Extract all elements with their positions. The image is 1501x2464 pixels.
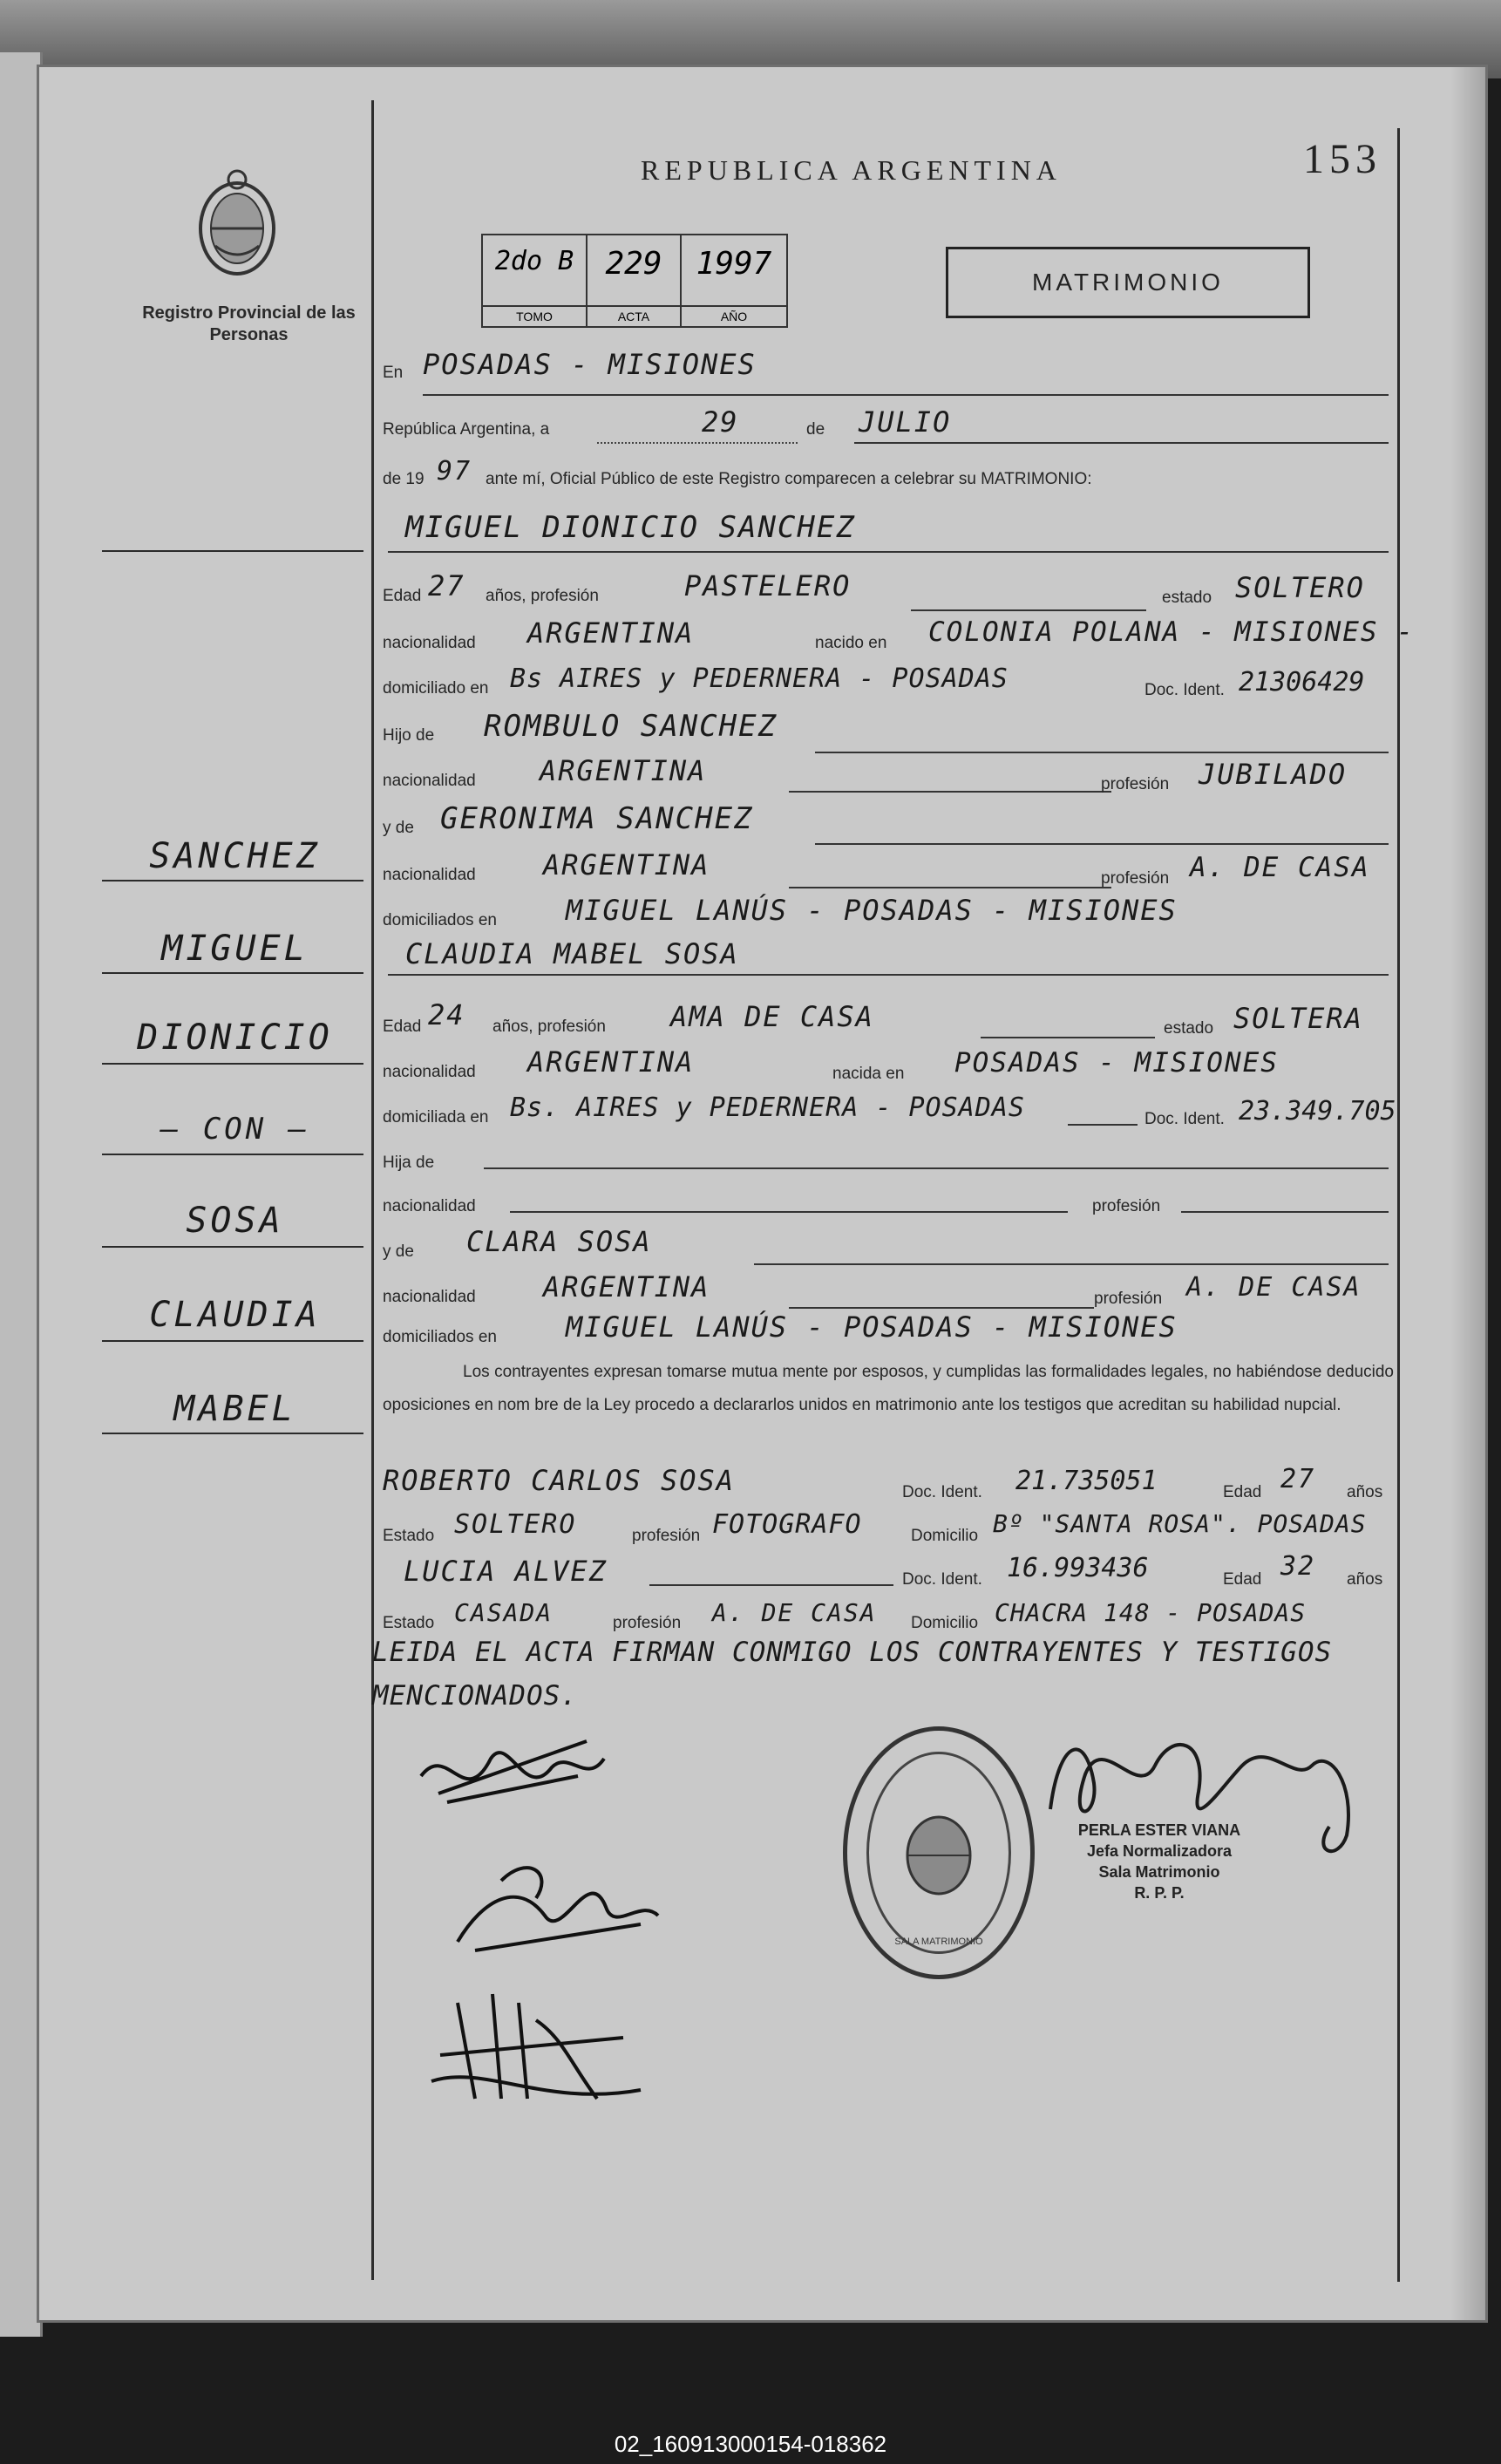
- tomo-cell: [483, 235, 587, 326]
- bride-domicilio: Bs. AIRES y PEDERNERA - POSADAS: [510, 1092, 1025, 1123]
- bride-father-nac-label: nacionalidad: [383, 1197, 476, 1215]
- witness1-name: ROBERTO CARLOS SOSA: [383, 1464, 736, 1497]
- seal-text: SALA MATRIMONIO: [894, 1936, 983, 1947]
- bride-mother-prof: A. DE CASA: [1186, 1272, 1362, 1303]
- witness1-dom-label: Domicilio: [911, 1527, 979, 1545]
- document-type: MATRIMONIO: [946, 247, 1310, 318]
- margin-name-1: SANCHEZ: [149, 836, 321, 876]
- year-prefix: de 19: [383, 470, 424, 488]
- official-block: [1068, 1820, 1251, 1903]
- witness2-name: LUCIA ALVEZ: [404, 1555, 608, 1588]
- groom-estado-label: estado: [1162, 589, 1212, 607]
- margin-name-5: SOSA: [186, 1201, 284, 1241]
- groom-dom-label: domiciliado en: [383, 679, 489, 698]
- ano-label: AÑO: [682, 305, 786, 326]
- official-name: PERLA ESTER VIANA: [1077, 1821, 1241, 1839]
- witness1-profesion: FOTOGRAFO: [712, 1509, 862, 1540]
- groom-mother: GERONIMA SANCHEZ: [440, 801, 754, 836]
- bride-edad: 24: [428, 998, 465, 1031]
- official-office: Sala Matrimonio: [1098, 1863, 1220, 1881]
- witness1-edad: 27: [1280, 1464, 1316, 1494]
- day-value: 29: [702, 405, 739, 439]
- groom-yde-label: y de: [383, 819, 414, 837]
- margin-name-7: MABEL: [173, 1389, 296, 1429]
- bride-mother: CLARA SOSA: [466, 1225, 652, 1258]
- bride-nacionalidad: ARGENTINA: [527, 1045, 695, 1079]
- witness1-edad-label: Edad: [1223, 1483, 1262, 1501]
- en-label: En: [383, 364, 404, 382]
- bride-parents-dom: MIGUEL LANÚS - POSADAS - MISIONES: [566, 1310, 1178, 1344]
- republica-label: República Argentina, a: [383, 420, 550, 439]
- signature-2: [449, 1846, 667, 1977]
- acta-cell: [587, 235, 682, 326]
- country-title: REPUBLICA ARGENTINA: [641, 154, 1062, 186]
- image-id-caption: 02_160913000154-018362: [614, 2431, 887, 2457]
- margin-name-3: DIONICIO: [137, 1018, 333, 1058]
- bride-father-prof-label: profesión: [1092, 1197, 1161, 1215]
- witness2-estado: CASADA: [454, 1598, 554, 1627]
- witness2-doc: 16.993436: [1007, 1553, 1149, 1583]
- witness1-estado-label: Estado: [383, 1527, 435, 1545]
- groom-father-nac: ARGENTINA: [540, 754, 707, 787]
- closing-line-2: MENCIONADOS.: [372, 1680, 578, 1712]
- margin-name-4: — CON —: [160, 1112, 310, 1147]
- signature-3: [423, 1985, 649, 2116]
- groom-doc: 21306429: [1239, 667, 1365, 698]
- groom-domicilio: Bs AIRES y PEDERNERA - POSADAS: [510, 664, 1009, 694]
- right-rule: [1397, 128, 1400, 2282]
- groom-nacionalidad: ARGENTINA: [527, 616, 695, 650]
- place-value: POSADAS - MISIONES: [423, 348, 757, 381]
- groom-profesion: PASTELERO: [684, 569, 852, 602]
- witness2-doc-label: Doc. Ident.: [902, 1570, 982, 1589]
- groom-nac-label: nacionalidad: [383, 634, 476, 652]
- bride-mother-nac: ARGENTINA: [543, 1270, 710, 1303]
- bride-doc: 23.349.705: [1239, 1096, 1396, 1126]
- groom-prof-label: años, profesión: [486, 587, 599, 605]
- witness2-anos-label: años: [1347, 1570, 1383, 1589]
- witness1-domicilio: Bº "SANTA ROSA". POSADAS: [993, 1509, 1367, 1538]
- de-label: de: [806, 420, 825, 439]
- groom-parents-dom-label: domiciliados en: [383, 911, 497, 929]
- registry-name: Registro Provincial de las Personas: [142, 303, 356, 344]
- bride-dom-label: domiciliada en: [383, 1108, 489, 1126]
- witness2-edad: 32: [1280, 1551, 1316, 1582]
- official-org: R. P. P.: [1134, 1884, 1185, 1902]
- witness2-estado-label: Estado: [383, 1614, 435, 1632]
- bride-prof-label: años, profesión: [492, 1018, 606, 1036]
- bride-edad-label: Edad: [383, 1018, 422, 1036]
- closing-line-1: LEIDA EL ACTA FIRMAN CONMIGO LOS CONTRAYENTES Y TESTIGOS: [372, 1637, 1333, 1668]
- record-box: [481, 234, 788, 328]
- groom-doc-label: Doc. Ident.: [1144, 681, 1225, 699]
- groom-nacido: COLONIA POLANA - MISIONES -: [928, 616, 1415, 648]
- margin-divider: [371, 100, 374, 2280]
- witness2-dom-label: Domicilio: [911, 1614, 979, 1632]
- groom-mother-nac: ARGENTINA: [543, 848, 710, 881]
- bride-hija-label: Hija de: [383, 1154, 435, 1172]
- acta-label: ACTA: [587, 305, 680, 326]
- bride-mother-nac-label: nacionalidad: [383, 1288, 476, 1306]
- bride-estado: SOLTERA: [1233, 1002, 1363, 1035]
- register-page: [37, 65, 1488, 2323]
- groom-hijo-label: Hijo de: [383, 726, 435, 745]
- groom-mother-prof: A. DE CASA: [1190, 852, 1370, 883]
- groom-mother-nac-label: nacionalidad: [383, 866, 476, 884]
- witness2-profesion: A. DE CASA: [712, 1598, 877, 1627]
- witness1-doc: 21.735051: [1015, 1466, 1158, 1496]
- witness2-prof-label: profesión: [613, 1614, 682, 1632]
- groom-nacido-label: nacido en: [815, 634, 887, 652]
- bride-mother-prof-label: profesión: [1094, 1290, 1163, 1308]
- witness1-anos-label: años: [1347, 1483, 1383, 1501]
- witness1-prof-label: profesión: [632, 1527, 701, 1545]
- bride-parents-dom-label: domiciliados en: [383, 1328, 497, 1346]
- groom-edad: 27: [428, 569, 465, 602]
- tomo-value: 2do B: [494, 246, 574, 276]
- seal-emblem-icon: [869, 1754, 1009, 1951]
- groom-father-prof: JUBILADO: [1199, 758, 1348, 791]
- month-value: JULIO: [859, 405, 952, 439]
- margin-name-2: MIGUEL: [161, 929, 309, 969]
- groom-edad-label: Edad: [383, 587, 422, 605]
- bride-nacida: POSADAS - MISIONES: [954, 1047, 1279, 1079]
- official-title: Jefa Normalizadora: [1086, 1842, 1233, 1860]
- groom-father-nac-label: nacionalidad: [383, 772, 476, 790]
- tomo-label: TOMO: [483, 305, 586, 326]
- groom-father-prof-label: profesión: [1101, 775, 1170, 793]
- bride-profesion: AMA DE CASA: [670, 1000, 874, 1033]
- bride-yde-label: y de: [383, 1242, 414, 1261]
- groom-estado: SOLTERO: [1235, 571, 1365, 604]
- groom-father: ROMBULO SANCHEZ: [484, 709, 778, 744]
- ano-value: 1997: [696, 246, 772, 282]
- declaration-text: Los contrayentes expresan tomarse mutua mente por esposos, y cumplidas las formalidades legales, no habiéndose deducido oposiciones en nom bre de la Ley procedo a declararlos unidos en matrimonio ante los testigos que acreditan su habilidad nupcial.: [383, 1363, 1394, 1414]
- witness1-doc-label: Doc. Ident.: [902, 1483, 982, 1501]
- signature-1: [412, 1724, 613, 1828]
- witness1-estado: SOLTERO: [454, 1509, 577, 1540]
- page-number: 153: [1303, 136, 1382, 182]
- ano-cell: [682, 235, 786, 326]
- official-seal: [843, 1726, 1035, 1979]
- witness2-domicilio: CHACRA 148 - POSADAS: [995, 1598, 1307, 1627]
- bride-nac-label: nacionalidad: [383, 1063, 476, 1081]
- witness2-edad-label: Edad: [1223, 1570, 1262, 1589]
- groom-parents-dom: MIGUEL LANÚS - POSADAS - MISIONES: [566, 894, 1178, 927]
- groom-mother-prof-label: profesión: [1101, 869, 1170, 888]
- margin-name-6: CLAUDIA: [149, 1295, 321, 1335]
- bride-nacida-label: nacida en: [832, 1065, 905, 1083]
- bride-name: CLAUDIA MABEL SOSA: [405, 937, 739, 970]
- year-suffix: 97: [437, 456, 472, 487]
- coat-of-arms-icon: [189, 167, 285, 281]
- bride-doc-label: Doc. Ident.: [1144, 1110, 1225, 1128]
- bride-estado-label: estado: [1164, 1019, 1214, 1038]
- intro-text: ante mí, Oficial Público de este Registro comparecen a celebrar su MATRIMONIO:: [486, 470, 1092, 488]
- acta-value: 229: [605, 246, 662, 282]
- groom-name: MIGUEL DIONICIO SANCHEZ: [405, 510, 856, 545]
